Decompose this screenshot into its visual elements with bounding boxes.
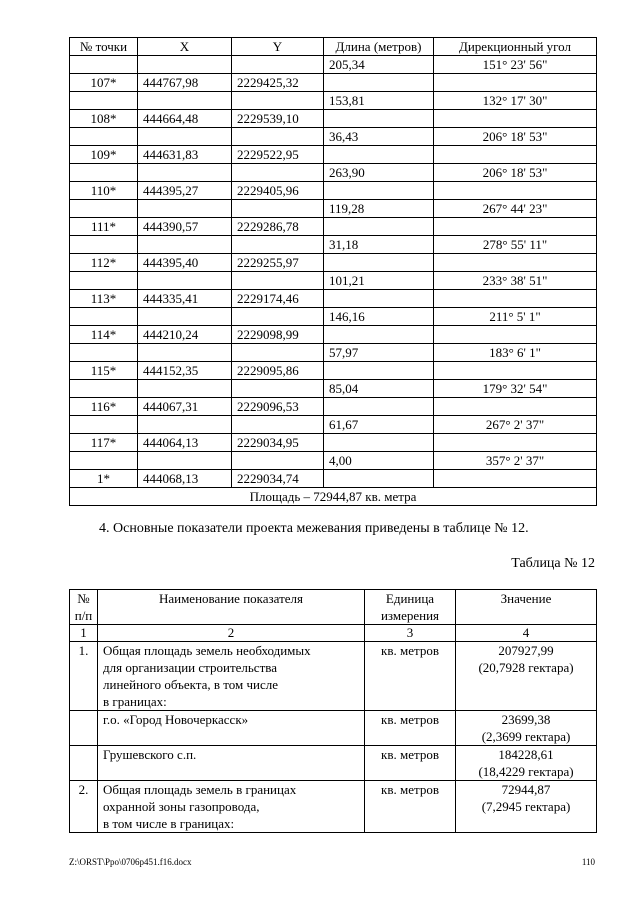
- area-row: [70, 488, 597, 506]
- point-number: 116*: [70, 398, 138, 416]
- point-number: 113*: [70, 290, 138, 308]
- point-blank: [324, 74, 434, 92]
- indicator-name-line: Грушевского с.п.: [103, 747, 197, 762]
- segment-blank: [232, 272, 324, 290]
- point-number: 108*: [70, 110, 138, 128]
- indicator-value-line: 23699,38: [501, 712, 551, 727]
- indicator-value: [456, 711, 597, 746]
- column-number: 1: [70, 625, 98, 642]
- header-num-line: №: [77, 591, 90, 606]
- point-x: 444395,27: [138, 182, 232, 200]
- segment-blank: [138, 164, 232, 182]
- segment-angle: 206° 18' 53": [434, 164, 597, 182]
- indicator-value-line: (2,3699 гектара): [481, 729, 571, 744]
- point-y: 2229034,95: [232, 434, 324, 452]
- point-x: 444664,48: [138, 110, 232, 128]
- segment-row: [70, 236, 597, 254]
- header-unit: [365, 590, 456, 625]
- column-number-row: [70, 625, 597, 642]
- indicator-name-line: Общая площадь земель необходимых: [103, 643, 311, 658]
- indicator-unit: кв. метров: [365, 781, 456, 833]
- segment-row: [70, 344, 597, 362]
- coordinates-header-row: [70, 38, 597, 56]
- segment-row: [70, 272, 597, 290]
- point-y: 2229425,32: [232, 74, 324, 92]
- segment-blank: [70, 308, 138, 326]
- segment-angle: 267° 2' 37": [434, 416, 597, 434]
- segment-blank: [70, 452, 138, 470]
- segment-blank: [232, 56, 324, 74]
- segment-blank: [138, 200, 232, 218]
- indicator-value-line: 207927,99: [498, 643, 554, 658]
- point-blank: [434, 290, 597, 308]
- segment-angle: 132° 17' 30": [434, 92, 597, 110]
- point-y: 2229522,95: [232, 146, 324, 164]
- segment-length: 119,28: [324, 200, 434, 218]
- point-x: 444390,57: [138, 218, 232, 236]
- segment-blank: [70, 128, 138, 146]
- segment-length: 57,97: [324, 344, 434, 362]
- segment-angle: 267° 44' 23": [434, 200, 597, 218]
- header-x: X: [138, 38, 232, 56]
- indicator-name-line: охранной зоны газопровода,: [103, 799, 260, 814]
- point-x: 444152,35: [138, 362, 232, 380]
- segment-blank: [138, 452, 232, 470]
- segment-angle: 278° 55' 11": [434, 236, 597, 254]
- segment-blank: [138, 380, 232, 398]
- header-num: [70, 590, 98, 625]
- segment-blank: [138, 308, 232, 326]
- point-row: [70, 398, 597, 416]
- segment-blank: [70, 92, 138, 110]
- segment-angle: 179° 32' 54": [434, 380, 597, 398]
- segment-row: [70, 380, 597, 398]
- point-blank: [434, 434, 597, 452]
- indicator-name-line: для организации строительства: [103, 660, 277, 675]
- coordinates-body: [70, 56, 597, 506]
- segment-length: 61,67: [324, 416, 434, 434]
- point-row: [70, 470, 597, 488]
- indicator-value-line: 184228,61: [498, 747, 554, 762]
- segment-blank: [70, 272, 138, 290]
- section-sentence: 4. Основные показатели проекта межевания приведены в таблице № 12.: [99, 521, 529, 536]
- segment-blank: [232, 128, 324, 146]
- segment-angle: 206° 18' 53": [434, 128, 597, 146]
- point-x: 444335,41: [138, 290, 232, 308]
- indicator-value: [456, 781, 597, 833]
- point-x: 444767,98: [138, 74, 232, 92]
- segment-blank: [70, 164, 138, 182]
- segment-row: [70, 92, 597, 110]
- point-number: 110*: [70, 182, 138, 200]
- segment-blank: [70, 236, 138, 254]
- indicator-row: [70, 781, 597, 833]
- point-x: 444395,40: [138, 254, 232, 272]
- segment-blank: [70, 380, 138, 398]
- point-row: [70, 254, 597, 272]
- segment-blank: [70, 56, 138, 74]
- indicator-unit: кв. метров: [365, 642, 456, 711]
- segment-blank: [70, 344, 138, 362]
- point-y: 2229539,10: [232, 110, 324, 128]
- header-num-line: п/п: [74, 608, 93, 623]
- point-blank: [434, 254, 597, 272]
- point-y: 2229255,97: [232, 254, 324, 272]
- segment-row: [70, 200, 597, 218]
- segment-angle: 151° 23' 56": [434, 56, 597, 74]
- point-blank: [324, 362, 434, 380]
- indicator-name-line: г.о. «Город Новочеркасск»: [103, 712, 249, 727]
- area-total: Площадь – 72944,87 кв. метра: [70, 488, 597, 506]
- indicator-name: [98, 746, 365, 781]
- indicator-name: [98, 781, 365, 833]
- segment-blank: [232, 380, 324, 398]
- point-x: 444067,31: [138, 398, 232, 416]
- footer-file-path: Z:\ORST\Ppo\0706p451.f16.docx: [69, 857, 192, 867]
- indicator-value: [456, 746, 597, 781]
- indicator-unit: кв. метров: [365, 711, 456, 746]
- point-number: 114*: [70, 326, 138, 344]
- point-row: [70, 362, 597, 380]
- header-length: Длина (метров): [324, 38, 434, 56]
- segment-row: [70, 56, 597, 74]
- point-x: 444064,13: [138, 434, 232, 452]
- point-number: 111*: [70, 218, 138, 236]
- point-row: [70, 110, 597, 128]
- point-blank: [434, 470, 597, 488]
- segment-length: 146,16: [324, 308, 434, 326]
- point-blank: [434, 146, 597, 164]
- point-blank: [324, 398, 434, 416]
- segment-blank: [232, 164, 324, 182]
- segment-blank: [70, 416, 138, 434]
- segment-length: 101,21: [324, 272, 434, 290]
- header-name: Наименование показателя: [98, 590, 365, 625]
- column-number: 3: [365, 625, 456, 642]
- segment-blank: [232, 308, 324, 326]
- segment-blank: [232, 92, 324, 110]
- segment-blank: [138, 272, 232, 290]
- indicator-number: 1.: [70, 642, 98, 711]
- header-point-number: № точки: [70, 38, 138, 56]
- indicator-name-line: Общая площадь земель в границах: [103, 782, 297, 797]
- segment-angle: 211° 5' 1": [434, 308, 597, 326]
- point-number: 117*: [70, 434, 138, 452]
- segment-blank: [138, 344, 232, 362]
- indicator-row: [70, 746, 597, 781]
- segment-blank: [138, 128, 232, 146]
- segment-length: 153,81: [324, 92, 434, 110]
- segment-angle: 233° 38' 51": [434, 272, 597, 290]
- point-blank: [324, 182, 434, 200]
- segment-blank: [138, 92, 232, 110]
- point-blank: [324, 326, 434, 344]
- segment-length: 205,34: [324, 56, 434, 74]
- point-row: [70, 290, 597, 308]
- segment-blank: [138, 56, 232, 74]
- point-number: 115*: [70, 362, 138, 380]
- table-caption: Таблица № 12: [511, 556, 595, 571]
- indicator-number: [70, 711, 98, 746]
- point-blank: [434, 362, 597, 380]
- point-number: 112*: [70, 254, 138, 272]
- segment-length: 85,04: [324, 380, 434, 398]
- column-number: 4: [456, 625, 597, 642]
- indicators-table: [69, 589, 597, 833]
- point-number: 107*: [70, 74, 138, 92]
- point-y: 2229405,96: [232, 182, 324, 200]
- point-y: 2229174,46: [232, 290, 324, 308]
- indicator-number: [70, 746, 98, 781]
- segment-row: [70, 164, 597, 182]
- column-number: 2: [98, 625, 365, 642]
- indicator-unit: кв. метров: [365, 746, 456, 781]
- point-x: 444068,13: [138, 470, 232, 488]
- segment-row: [70, 416, 597, 434]
- footer-page-number: 110: [581, 857, 595, 867]
- segment-row: [70, 452, 597, 470]
- segment-blank: [232, 200, 324, 218]
- point-y: 2229096,53: [232, 398, 324, 416]
- indicators-body: [70, 590, 597, 833]
- segment-row: [70, 128, 597, 146]
- point-blank: [434, 218, 597, 236]
- indicators-header-row: [70, 590, 597, 625]
- segment-blank: [232, 236, 324, 254]
- indicator-name-line: в границах:: [103, 694, 167, 709]
- indicator-value-line: (20,7928 гектара): [478, 660, 574, 675]
- point-row: [70, 434, 597, 452]
- segment-blank: [138, 236, 232, 254]
- indicator-name-line: линейного объекта, в том числе: [103, 677, 279, 692]
- segment-row: [70, 308, 597, 326]
- indicator-value-line: (18,4229 гектара): [478, 764, 574, 779]
- segment-length: 4,00: [324, 452, 434, 470]
- segment-blank: [232, 416, 324, 434]
- segment-length: 263,90: [324, 164, 434, 182]
- point-blank: [434, 326, 597, 344]
- header-angle: Дирекционный угол: [434, 38, 597, 56]
- point-number: 109*: [70, 146, 138, 164]
- header-unit-line: измерения: [380, 608, 440, 623]
- point-y: 2229095,86: [232, 362, 324, 380]
- indicator-row: [70, 711, 597, 746]
- point-x: 444631,83: [138, 146, 232, 164]
- coordinates-table: [69, 37, 597, 506]
- segment-blank: [138, 416, 232, 434]
- point-blank: [434, 182, 597, 200]
- indicator-value-line: (7,2945 гектара): [481, 799, 571, 814]
- indicator-name: [98, 642, 365, 711]
- point-blank: [324, 110, 434, 128]
- point-blank: [324, 254, 434, 272]
- segment-blank: [232, 344, 324, 362]
- point-y: 2229098,99: [232, 326, 324, 344]
- point-row: [70, 74, 597, 92]
- header-value: Значение: [456, 590, 597, 625]
- indicator-name: [98, 711, 365, 746]
- header-unit-line: Единица: [385, 591, 435, 606]
- indicator-value: [456, 642, 597, 711]
- point-row: [70, 218, 597, 236]
- point-blank: [434, 398, 597, 416]
- indicator-number: 2.: [70, 781, 98, 833]
- point-blank: [324, 146, 434, 164]
- segment-angle: 183° 6' 1": [434, 344, 597, 362]
- point-row: [70, 182, 597, 200]
- indicator-name-line: в том числе в границах:: [103, 816, 235, 831]
- point-blank: [434, 74, 597, 92]
- point-row: [70, 326, 597, 344]
- point-y: 2229034,74: [232, 470, 324, 488]
- segment-length: 31,18: [324, 236, 434, 254]
- header-y: Y: [232, 38, 324, 56]
- indicator-value-line: 72944,87: [501, 782, 551, 797]
- point-x: 444210,24: [138, 326, 232, 344]
- indicator-row: [70, 642, 597, 711]
- point-blank: [324, 218, 434, 236]
- point-blank: [434, 110, 597, 128]
- segment-angle: 357° 2' 37": [434, 452, 597, 470]
- segment-blank: [70, 200, 138, 218]
- point-blank: [324, 470, 434, 488]
- point-y: 2229286,78: [232, 218, 324, 236]
- point-number: 1*: [70, 470, 138, 488]
- point-blank: [324, 434, 434, 452]
- point-blank: [324, 290, 434, 308]
- segment-blank: [232, 452, 324, 470]
- segment-length: 36,43: [324, 128, 434, 146]
- point-row: [70, 146, 597, 164]
